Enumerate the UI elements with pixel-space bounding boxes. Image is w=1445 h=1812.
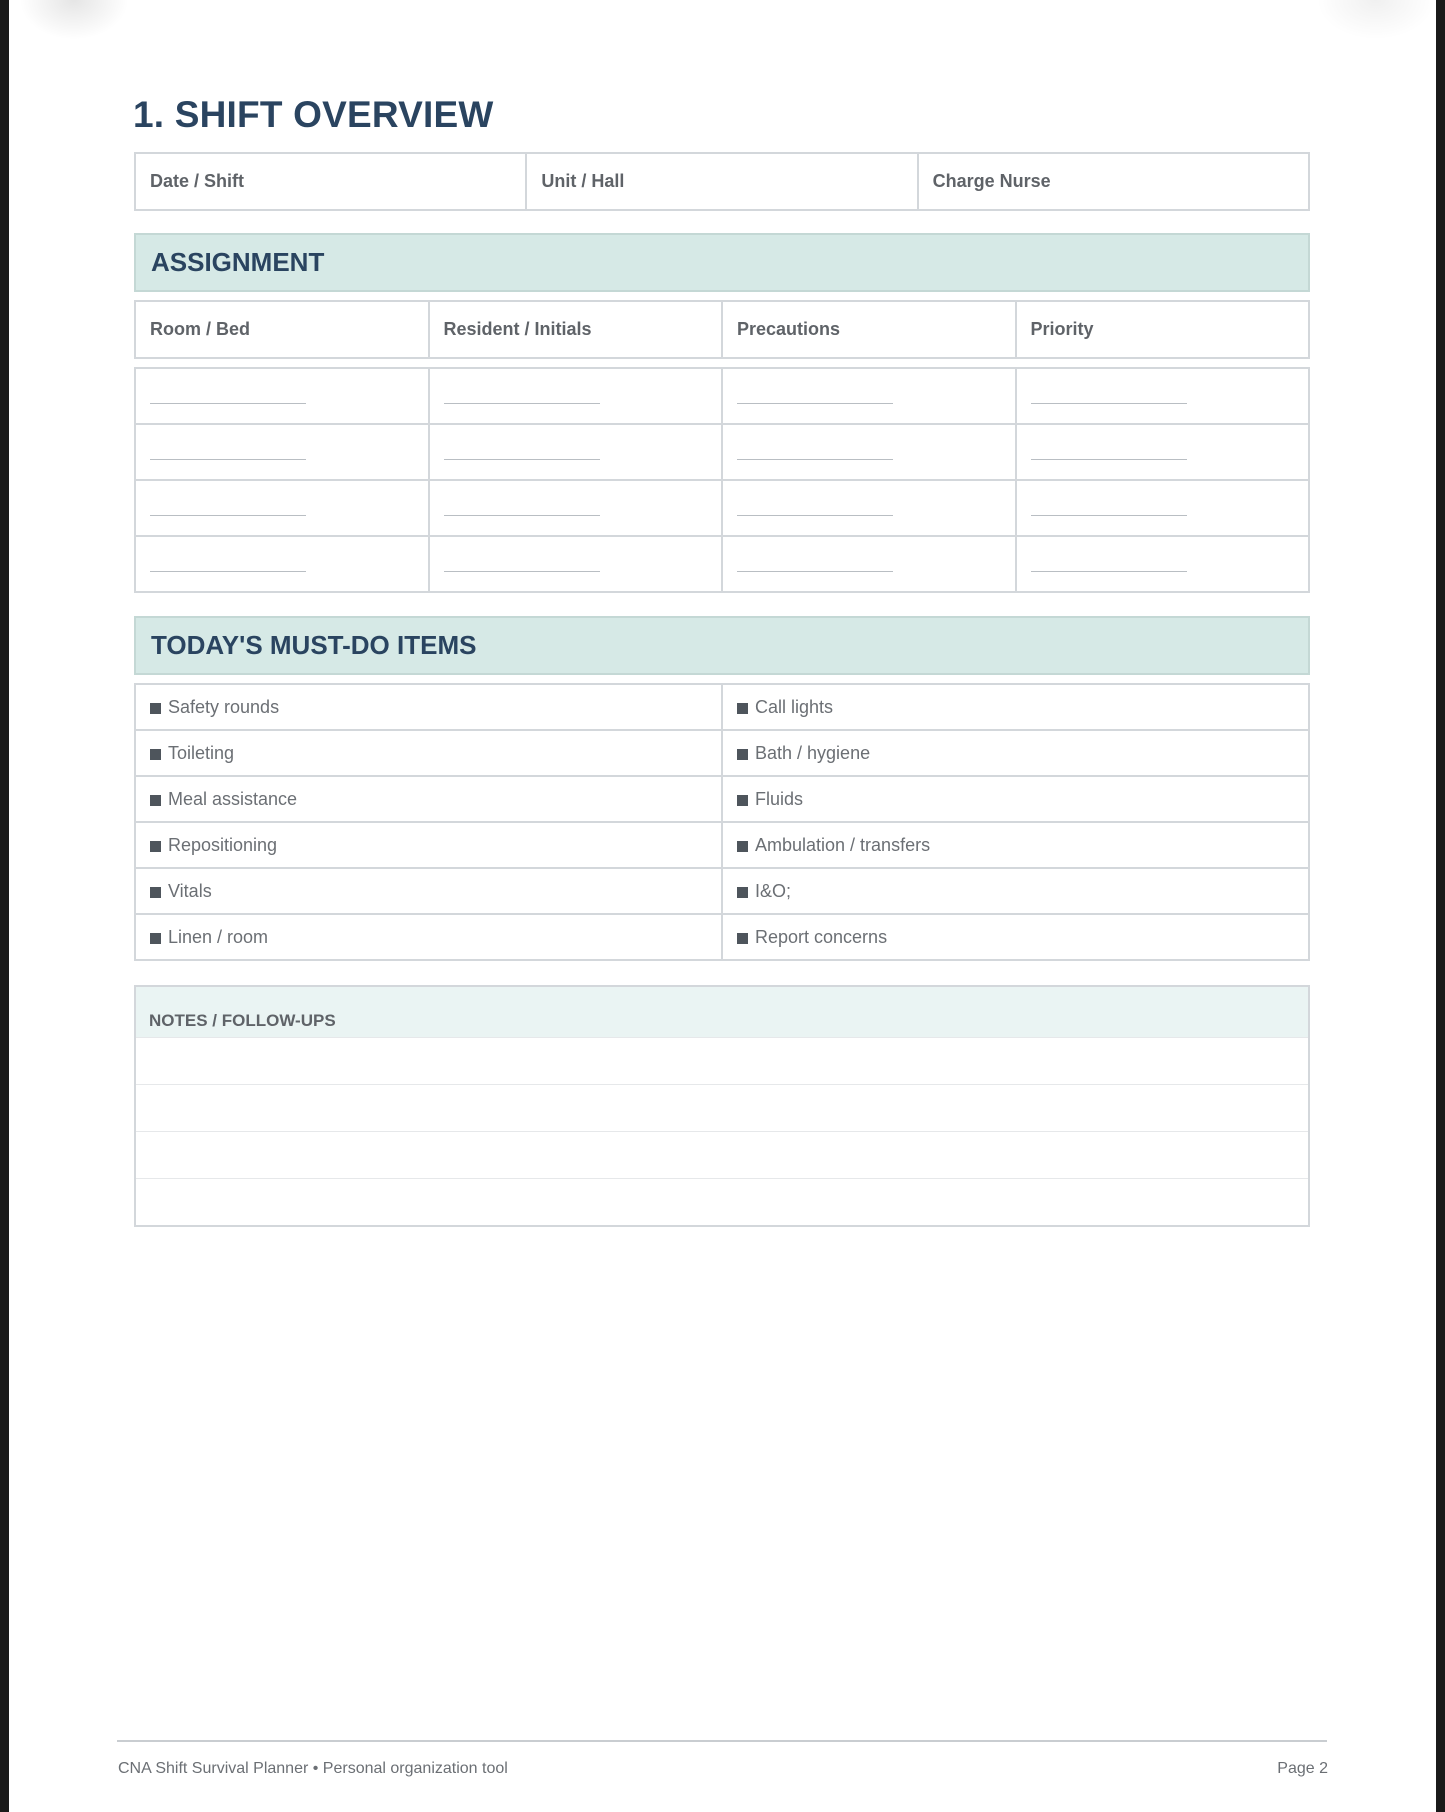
blank-line bbox=[150, 403, 306, 404]
blank-line bbox=[444, 459, 600, 460]
checkbox-icon[interactable] bbox=[737, 887, 748, 898]
footer-divider bbox=[117, 1740, 1327, 1742]
blank-line bbox=[1031, 571, 1187, 572]
checklist-item[interactable] bbox=[722, 822, 1309, 868]
planner-page bbox=[9, 0, 1436, 1812]
checklist-item[interactable] bbox=[135, 914, 722, 960]
checklist-item[interactable] bbox=[135, 868, 722, 914]
checklist-item-label: Bath / hygiene bbox=[755, 742, 871, 763]
blank-line bbox=[150, 515, 306, 516]
checkbox-icon[interactable] bbox=[737, 703, 748, 714]
assignment-cell[interactable] bbox=[1016, 368, 1310, 424]
assignment-cell[interactable] bbox=[1016, 480, 1310, 536]
assignment-cell[interactable] bbox=[722, 536, 1016, 592]
assignment-cell[interactable] bbox=[1016, 424, 1310, 480]
checklist-item-label: Safety rounds bbox=[168, 696, 280, 717]
checklist-item-label: Vitals bbox=[168, 880, 212, 901]
checkbox-icon[interactable] bbox=[150, 795, 161, 806]
page-curl-shadow bbox=[1316, 0, 1436, 40]
checklist-item[interactable] bbox=[722, 684, 1309, 730]
blank-line bbox=[150, 571, 306, 572]
checklist-row bbox=[135, 822, 1309, 868]
assignment-cell[interactable] bbox=[135, 368, 429, 424]
notes-lines bbox=[136, 1037, 1308, 1225]
blank-line bbox=[444, 571, 600, 572]
assignment-header bbox=[134, 233, 1310, 292]
blank-line bbox=[737, 515, 893, 516]
unit-hall-field[interactable]: Unit / Hall bbox=[526, 153, 917, 210]
checklist-row bbox=[135, 776, 1309, 822]
date-shift-field[interactable]: Date / Shift bbox=[135, 153, 526, 210]
checklist-row bbox=[135, 684, 1309, 730]
must-do-title: TODAY'S MUST-DO ITEMS bbox=[151, 630, 477, 660]
assignment-cell[interactable] bbox=[429, 536, 723, 592]
checklist-item[interactable] bbox=[722, 776, 1309, 822]
checklist-item[interactable] bbox=[135, 684, 722, 730]
checklist-item-label: Repositioning bbox=[168, 834, 278, 855]
checkbox-icon[interactable] bbox=[150, 887, 161, 898]
assignment-cell[interactable] bbox=[135, 480, 429, 536]
assignment-cell[interactable] bbox=[722, 424, 1016, 480]
blank-line bbox=[737, 459, 893, 460]
column-header-resident: Resident / Initials bbox=[429, 301, 723, 358]
checklist-item-label: Toileting bbox=[168, 742, 235, 763]
blank-line bbox=[737, 571, 893, 572]
page-curl-shadow bbox=[19, 0, 129, 40]
blank-line bbox=[150, 459, 306, 460]
checkbox-icon[interactable] bbox=[150, 703, 161, 714]
checklist-item-label: Meal assistance bbox=[168, 788, 298, 809]
assignment-row bbox=[135, 536, 1309, 592]
page-title: 1. SHIFT OVERVIEW bbox=[133, 94, 494, 135]
checkbox-icon[interactable] bbox=[737, 749, 748, 760]
checkbox-icon[interactable] bbox=[150, 933, 161, 944]
notes-title: NOTES / FOLLOW-UPS bbox=[136, 987, 1308, 1037]
assignment-cell[interactable] bbox=[135, 424, 429, 480]
must-do-checklist bbox=[134, 683, 1310, 961]
notes-line[interactable] bbox=[136, 1084, 1308, 1131]
notes-line[interactable] bbox=[136, 1178, 1308, 1225]
assignment-cell[interactable] bbox=[722, 368, 1016, 424]
checklist-item-label: Report concerns bbox=[755, 926, 888, 947]
assignment-cell[interactable] bbox=[429, 480, 723, 536]
assignment-title: ASSIGNMENT bbox=[151, 247, 325, 277]
must-do-header bbox=[134, 616, 1310, 675]
checklist-item[interactable] bbox=[135, 822, 722, 868]
checklist-item-label: Linen / room bbox=[168, 926, 269, 947]
checkbox-icon[interactable] bbox=[150, 841, 161, 852]
checkbox-icon[interactable] bbox=[150, 749, 161, 760]
checklist-item[interactable] bbox=[135, 776, 722, 822]
checklist-item[interactable] bbox=[722, 914, 1309, 960]
footer-text: CNA Shift Survival Planner • Personal organization tool bbox=[118, 1760, 508, 1777]
assignment-row bbox=[135, 480, 1309, 536]
shift-overview-table bbox=[134, 152, 1310, 211]
assignment-cell[interactable] bbox=[429, 424, 723, 480]
blank-line bbox=[1031, 459, 1187, 460]
checklist-row bbox=[135, 730, 1309, 776]
blank-line bbox=[1031, 403, 1187, 404]
checkbox-icon[interactable] bbox=[737, 933, 748, 944]
page-number: Page 2 bbox=[1277, 1760, 1328, 1777]
blank-line bbox=[444, 403, 600, 404]
assignment-table bbox=[134, 367, 1310, 593]
checklist-item[interactable] bbox=[135, 730, 722, 776]
checklist-item-label: Ambulation / transfers bbox=[755, 834, 931, 855]
assignment-cell[interactable] bbox=[429, 368, 723, 424]
blank-line bbox=[1031, 515, 1187, 516]
checkbox-icon[interactable] bbox=[737, 841, 748, 852]
checklist-item[interactable] bbox=[722, 868, 1309, 914]
notes-section bbox=[134, 985, 1310, 1227]
checklist-item-label: I&O; bbox=[755, 880, 792, 901]
checklist-row bbox=[135, 868, 1309, 914]
assignment-cell[interactable] bbox=[135, 536, 429, 592]
notes-line[interactable] bbox=[136, 1037, 1308, 1084]
checkbox-icon[interactable] bbox=[737, 795, 748, 806]
assignment-column-headers bbox=[134, 300, 1310, 359]
blank-line bbox=[737, 403, 893, 404]
column-header-priority: Priority bbox=[1016, 301, 1310, 358]
notes-line[interactable] bbox=[136, 1131, 1308, 1178]
assignment-cell[interactable] bbox=[1016, 536, 1310, 592]
charge-nurse-field[interactable]: Charge Nurse bbox=[918, 153, 1309, 210]
assignment-row bbox=[135, 424, 1309, 480]
assignment-row bbox=[135, 368, 1309, 424]
checklist-item-label: Fluids bbox=[755, 788, 804, 809]
checklist-item[interactable] bbox=[722, 730, 1309, 776]
column-header-precautions: Precautions bbox=[722, 301, 1016, 358]
assignment-cell[interactable] bbox=[722, 480, 1016, 536]
checklist-row bbox=[135, 914, 1309, 960]
column-header-room-bed: Room / Bed bbox=[135, 301, 429, 358]
blank-line bbox=[444, 515, 600, 516]
checklist-item-label: Call lights bbox=[755, 696, 834, 717]
